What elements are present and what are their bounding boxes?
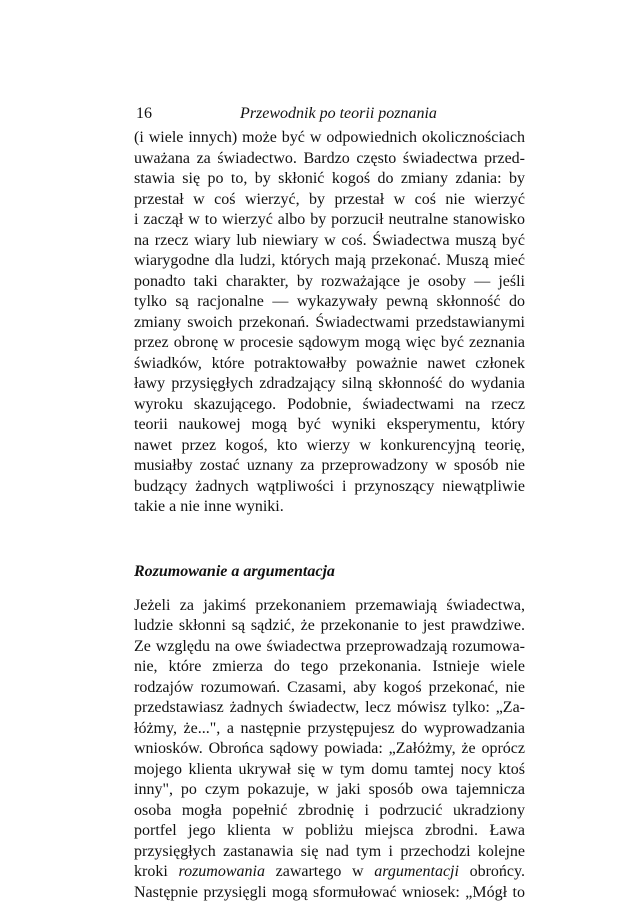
text-run: zawartego w bbox=[265, 863, 374, 880]
text-line: wiarygodne dla ludzi, których mają przekonać. Muszą mieć bbox=[134, 251, 525, 272]
text-line-emphasis bbox=[134, 862, 525, 883]
text-line: ponadto taki charakter, by rozważające je osoby — jeśli bbox=[134, 272, 525, 293]
text-line: mojego klienta ukrywał się w tym domu tamtej nocy ktoś bbox=[134, 760, 525, 781]
text-line: takie a nie inne wyniki. bbox=[134, 497, 525, 518]
text-line: rodzajów rozumowań. Czasami, aby kogoś przekonać, nie bbox=[134, 678, 525, 699]
text-line: świadków, które potraktowałby poważnie nawet członek bbox=[134, 354, 525, 375]
text-line: Ze względu na owe świadectwa przeprowadzają rozumowa- bbox=[134, 637, 525, 658]
text-line: teorii naukowej mogą być wyniki eksperymentu, który bbox=[134, 415, 525, 436]
text-line: wniosków. Obrońca sądowy powiada: „Załóżmy, że oprócz bbox=[134, 739, 525, 760]
text-run: obrońcy. bbox=[459, 863, 525, 880]
text-line: Następnie przysięgli mogą sformułować wniosek: „Mógł to bbox=[134, 883, 525, 903]
text-line: Jeżeli za jakimś przekonaniem przemawiają świadectwa, bbox=[134, 596, 525, 617]
text-line: nie, które zmierza do tego przekonania. Istnieje wiele bbox=[134, 657, 525, 678]
emphasized-term: argumentacji bbox=[374, 863, 459, 880]
text-line: musiałby zostać uznany za przeprowadzony w sposób nie bbox=[134, 456, 525, 477]
text-run: kroki bbox=[134, 863, 178, 880]
text-line: zmiany swoich przekonań. Świadectwami przedstawianymi bbox=[134, 313, 525, 334]
page-number: 16 bbox=[136, 104, 152, 124]
text-line: na rzecz wiary lub niewiary w coś. Świadectwa muszą być bbox=[134, 231, 525, 252]
text-line: ludzie skłonni są sądzić, że przekonanie to jest prawdziwe. bbox=[134, 616, 525, 637]
text-line: przedstawiasz żadnych świadectw, lecz mówisz tylko: „Za- bbox=[134, 698, 525, 719]
text-line: stawia się po to, by skłonić kogoś do zmiany zdania: by bbox=[134, 169, 525, 190]
text-line: tylko są racjonalne — wykazywały pewną skłonność do bbox=[134, 292, 525, 313]
text-line: inny", po czym pokazuje, w jaki sposób owa tajemnicza bbox=[134, 780, 525, 801]
text-line: uważana za świadectwo. Bardzo często świadectwa przed- bbox=[134, 149, 525, 170]
text-line: przestał w coś wierzyć, by przestał w coś nie wierzyć bbox=[134, 190, 525, 211]
text-line: ławy przysięgłych zdradzający silną skłonność do wydania bbox=[134, 374, 525, 395]
text-line: budzący żadnych wątpliwości i przynoszący niewątpliwie bbox=[134, 477, 525, 498]
section-heading: Rozumowanie a argumentacja bbox=[134, 562, 525, 582]
text-line: nawet przez kogoś, kto wierzy w konkurencyjną teorię, bbox=[134, 436, 525, 457]
paragraph-evidence bbox=[134, 128, 525, 518]
text-line: osoba mogła popełnić zbrodnię i podrzucić ukradziony bbox=[134, 801, 525, 822]
emphasized-term: rozumowania bbox=[178, 863, 265, 880]
book-page bbox=[134, 104, 525, 903]
text-line: wyroku skazującego. Podobnie, świadectwami na rzecz bbox=[134, 395, 525, 416]
running-title: Przewodnik po teorii poznania bbox=[134, 104, 525, 124]
text-line: (i wiele innych) może być w odpowiednich okolicznościach bbox=[134, 128, 525, 149]
text-line: i zaczął w to wierzyć albo by porzucił neutralne stanowisko bbox=[134, 210, 525, 231]
text-line: portfel jego klienta w pobliżu miejsca zbrodni. Ława bbox=[134, 821, 525, 842]
paragraph-reasoning bbox=[134, 596, 525, 903]
text-line: łóżmy, że...", a następnie przystępujesz do wyprowadzania bbox=[134, 719, 525, 740]
running-head bbox=[134, 104, 525, 128]
text-line: przez obronę w procesie sądowym mogą więc być zeznania bbox=[134, 333, 525, 354]
text-line: przysięgłych zastanawia się nad tym i przechodzi kolejne bbox=[134, 842, 525, 863]
